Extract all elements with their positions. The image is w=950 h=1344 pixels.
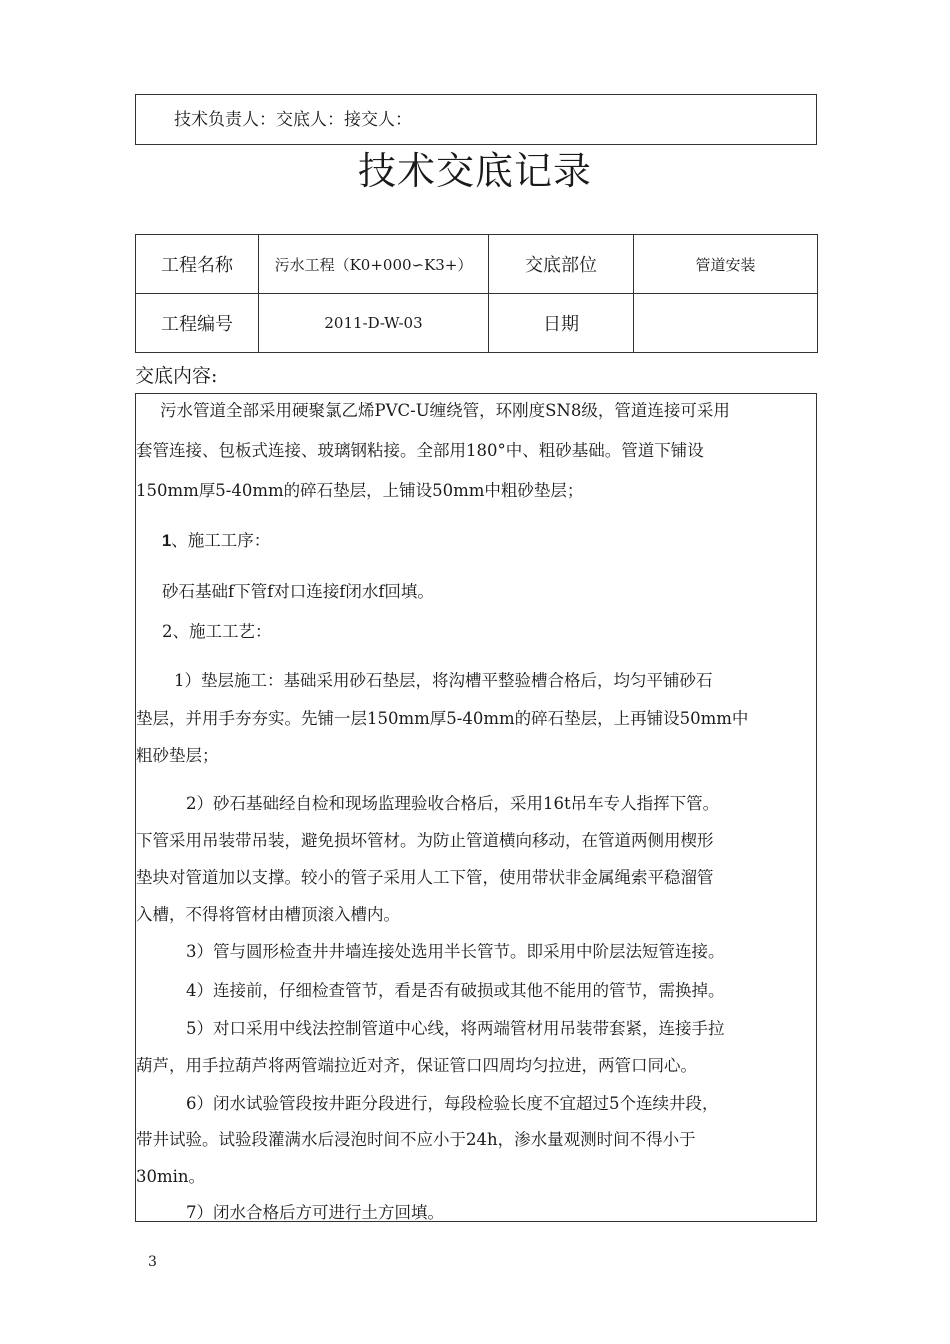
signature-line: 技术负责人：交底人：接交人： xyxy=(135,94,817,145)
paragraph-line: 30min。 xyxy=(136,1167,206,1186)
document-title: 技术交底记录 xyxy=(357,149,592,193)
date-value xyxy=(634,294,818,353)
paragraph-line: 粗砂垫层； xyxy=(136,746,219,765)
paragraph-line: 垫层，并用手夯夯实。先铺一层150mm厚5-40mm的碎石垫层，上再铺设50mm中 xyxy=(136,709,749,728)
part-value: 管道安装 xyxy=(634,235,818,294)
paragraph-line: 下管采用吊装带吊装，避免损坏管材。为防止管道横向移动，在管道两侧用楔形 xyxy=(136,831,714,850)
paragraph-line: 150mm厚5-40mm的碎石垫层，上铺设50mm中粗砂垫层； xyxy=(136,481,584,500)
paragraph-line: 6）闭水试验管段按井距分段进行，每段检验长度不宜超过5个连续井段， xyxy=(186,1094,719,1113)
section-heading-text: 、施工工序： xyxy=(171,531,271,550)
project-name-label: 工程名称 xyxy=(136,235,259,294)
paragraph-line: 5）对口采用中线法控制管道中心线，将两端管材用吊装带套紧，连接手拉 xyxy=(186,1019,725,1038)
paragraph-line: 1）垫层施工：基础采用砂石垫层，将沟槽平整验槽合格后，均匀平铺砂石 xyxy=(174,671,713,690)
section-number: 1 xyxy=(162,532,172,550)
paragraph-line: 污水管道全部采用硬聚氯乙烯PVC-U缠绕管，环刚度SN8级，管道连接可采用 xyxy=(160,401,730,420)
paragraph-line: 3）管与圆形检查井井墙连接处选用半长管节。即采用中阶层法短管连接。 xyxy=(186,942,725,961)
paragraph-line: 带井试验。试验段灌满水后浸泡时间不应小于24h，渗水量观测时间不得小于 xyxy=(136,1130,696,1149)
process-sequence: 砂石基础f下管f对口连接f闭水f回填。 xyxy=(162,582,434,601)
project-info-table xyxy=(135,234,818,353)
part-label: 交底部位 xyxy=(489,235,634,294)
paragraph-line: 葫芦，用手拉葫芦将两管端拉近对齐，保证管口四周均匀拉进，两管口同心。 xyxy=(136,1056,697,1075)
paragraph-line: 套管连接、包板式连接、玻璃钢粘接。全部用180°中、粗砂基础。管道下铺设 xyxy=(136,441,704,460)
project-name-value: 污水工程（K0+000∽K3+） xyxy=(259,235,489,294)
table-row xyxy=(136,294,818,353)
section-heading-1 xyxy=(162,529,270,553)
content-label: 交底内容: xyxy=(135,365,218,387)
content-box xyxy=(135,393,817,1222)
project-no-label: 工程编号 xyxy=(136,294,259,353)
paragraph-line: 7）闭水合格后方可进行土方回填。 xyxy=(186,1203,444,1222)
date-label: 日期 xyxy=(489,294,634,353)
paragraph-line: 2）砂石基础经自检和现场监理验收合格后，采用16t吊车专人指挥下管。 xyxy=(186,794,720,813)
page-number: 3 xyxy=(148,1254,157,1270)
paragraph-line: 入槽，不得将管材由槽顶滚入槽内。 xyxy=(136,905,400,924)
section-heading-2: 2、施工工艺： xyxy=(162,622,272,641)
paragraph-line: 4）连接前，仔细检查管节，看是否有破损或其他不能用的管节，需换掉。 xyxy=(186,981,725,1000)
project-no-value: 2011-D-W-03 xyxy=(259,294,489,353)
paragraph-line: 垫块对管道加以支撑。较小的管子采用人工下管，使用带状非金属绳索平稳溜管 xyxy=(136,868,714,887)
table-row xyxy=(136,235,818,294)
